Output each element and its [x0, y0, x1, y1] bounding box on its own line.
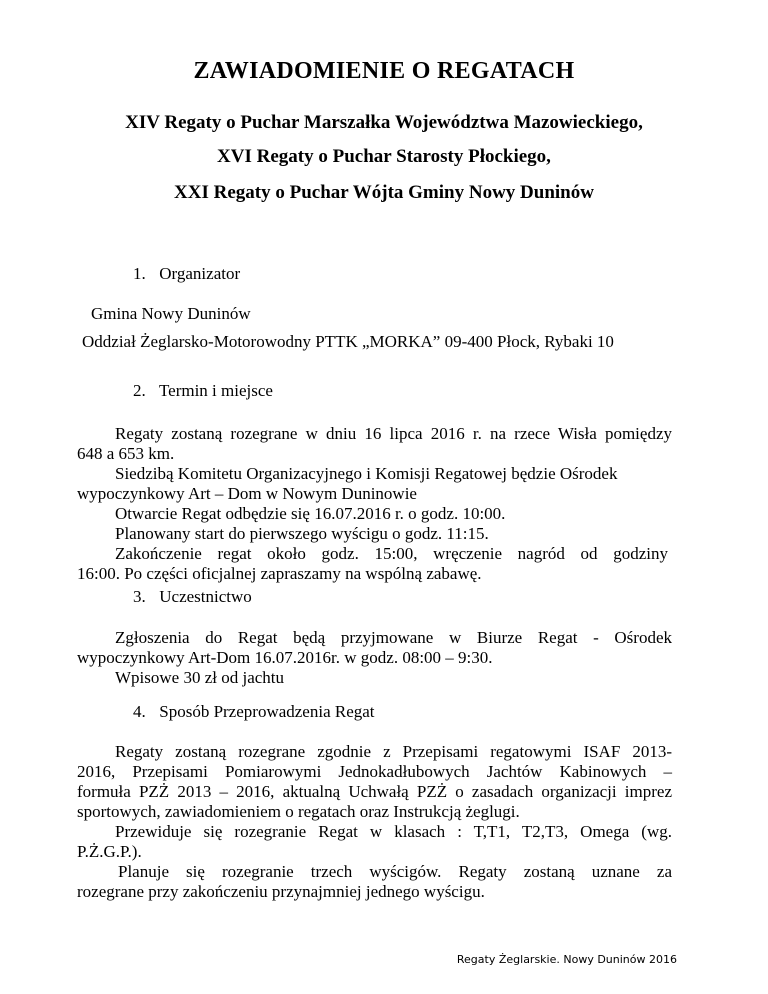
section-heading-text: Uczestnictwo	[159, 587, 252, 606]
paragraph-line: formuła PZŻ 2013 – 2016, aktualną Uchwałą PZŻ o zasadach organizacji imprez	[77, 782, 672, 801]
paragraph-line: sportowych, zawiadomieniem o regatach oraz Instrukcją żeglugi.	[77, 802, 520, 821]
paragraph-line: Otwarcie Regat odbędzie się 16.07.2016 r. o godz. 10:00.	[115, 504, 506, 523]
paragraph-line: 2016, Przepisami Pomiarowymi Jednokadłubowych Jachtów Kabinowych –	[77, 762, 672, 781]
section-number: 2.	[133, 381, 146, 400]
paragraph-line: Planowany start do pierwszego wyścigu o godz. 11:15.	[115, 524, 489, 543]
section-heading-text: Organizator	[159, 264, 241, 283]
section-number: 4.	[133, 702, 146, 721]
page-footer: Regaty Żeglarskie. Nowy Duninów 2016	[456, 953, 677, 966]
paragraph-line: wypoczynkowy Art – Dom w Nowym Duninowie	[77, 484, 417, 503]
section-heading-date-place	[133, 381, 273, 401]
paragraph-line: P.Ż.G.P.).	[77, 842, 142, 861]
paragraph-line: 648 a 653 km.	[77, 444, 175, 463]
paragraph-line: Regaty zostaną rozegrane w dniu 16 lipca 2016 r. na rzece Wisła pomiędzy	[115, 424, 672, 443]
subtitle-starost-cup: XVI Regaty o Puchar Starosty Płockiego,	[217, 146, 551, 167]
paragraph-line: Planuje się rozegranie trzech wyścigów. Regaty zostaną uznane za	[118, 862, 672, 881]
paragraph-line: Zakończenie regat około godz. 15:00, wręczenie nagród od godziny	[115, 544, 668, 563]
paragraph-line: Siedzibą Komitetu Organizacyjnego i Komisji Regatowej będzie Ośrodek	[115, 464, 618, 483]
section-heading-participation	[133, 587, 252, 607]
section-heading-text: Sposób Przeprowadzenia Regat	[159, 702, 375, 721]
section-heading-organizer	[133, 264, 240, 284]
paragraph-line: Zgłoszenia do Regat będą przyjmowane w Biurze Regat - Ośrodek	[115, 628, 672, 647]
section-heading-conduct	[133, 702, 375, 722]
document-title: ZAWIADOMIENIE O REGATACH	[193, 58, 575, 84]
section-heading-text: Termin i miejsce	[158, 381, 273, 400]
subtitle-marshal-cup: XIV Regaty o Puchar Marszałka Województwa Mazowieckiego,	[125, 112, 643, 133]
paragraph-line: rozegrane przy zakończeniu przynajmniej jednego wyścigu.	[77, 882, 485, 901]
organizer-line: Oddział Żeglarsko-Motorowodny PTTK „MORKA” 09-400 Płock, Rybaki 10	[82, 332, 614, 351]
paragraph-line: 16:00. Po części oficjalnej zapraszamy na wspólną zabawę.	[77, 564, 482, 583]
paragraph-line: wypoczynkowy Art-Dom 16.07.2016r. w godz. 08:00 – 9:30.	[77, 648, 493, 667]
section-number: 1.	[133, 264, 146, 283]
paragraph-line: Regaty zostaną rozegrane zgodnie z Przepisami regatowymi ISAF 2013-	[115, 742, 672, 761]
paragraph-line: Wpisowe 30 zł od jachtu	[115, 668, 285, 687]
section-number: 3.	[133, 587, 146, 606]
subtitle-wojt-cup: XXI Regaty o Puchar Wójta Gminy Nowy Duninów	[174, 182, 594, 203]
paragraph-line: Przewiduje się rozegranie Regat w klasach : T,T1, T2,T3, Omega (wg.	[115, 822, 672, 841]
organizer-line: Gmina Nowy Duninów	[91, 304, 251, 323]
